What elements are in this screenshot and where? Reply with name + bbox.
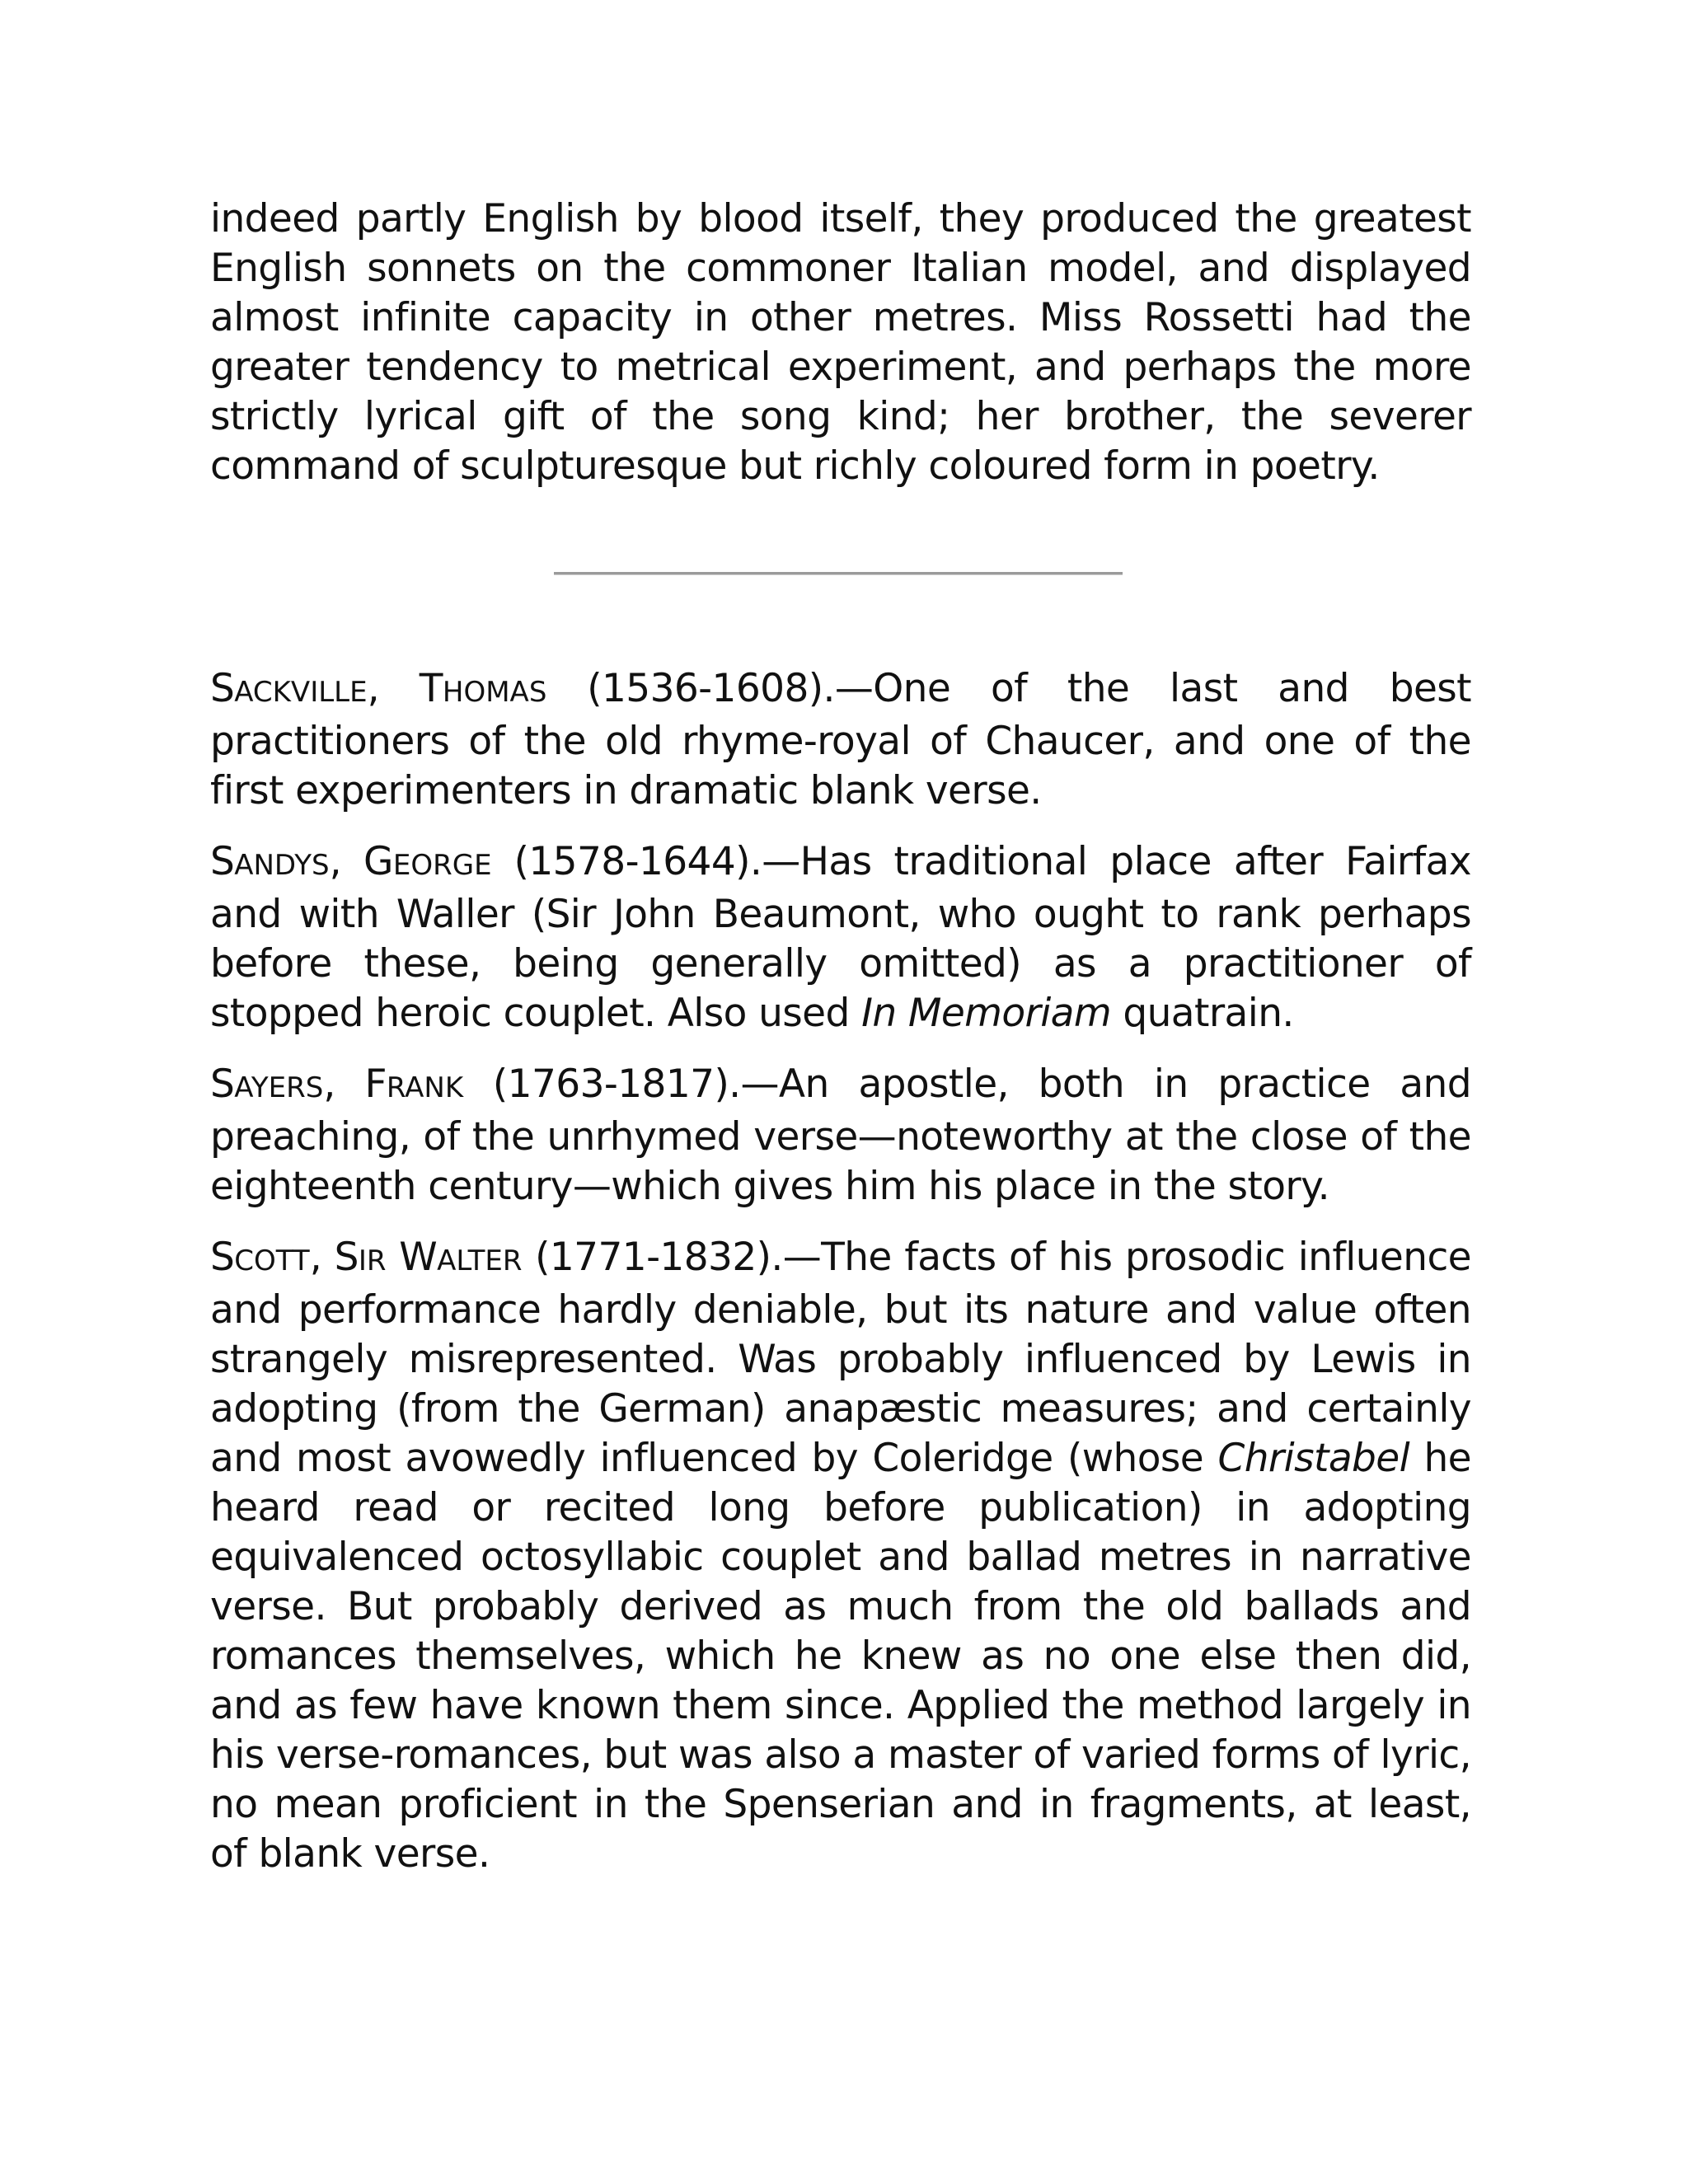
page-body: [210, 194, 1471, 491]
entry-headword: SACKVILLE, THOMAS: [210, 666, 547, 711]
entry-text: (1578-1644).—Has traditional place after Fairfax and with Waller (Sir John Beaumont, who ought to rank perhaps before these, being generally omitted) as a practitioner of stopped heroic couplet. Also used: [210, 839, 1471, 1036]
entry-sayers: [210, 1060, 1471, 1212]
entry-text: (1771-1832).—The facts of his prosodic influence and performance hardly deniable, but its nature and value often strangely misrepresented. Was probably influenced by Lewis in adopting (from the German) anapæstic measures; and certainly and most avowedly influenced by Coleridge (whose: [210, 1235, 1471, 1481]
entry-text: (1763-1817).—An apostle, both in practice and preaching, of the unrhymed verse—noteworthy at the close of the eighteenth century—which gives him his place in the story.: [210, 1062, 1471, 1209]
entry-headword: SAYERS, FRANK: [210, 1062, 464, 1107]
entry-scott: [210, 1233, 1471, 1879]
entry-text-end: he heard read or recited long before publication) in adopting equivalenced octosyllabic couplet and ballad metres in narrative verse. But probably derived as much from the old ballads and romances themselves, which he knew as no one else then did, and as few have known them since. Applied the method largely in his verse-romances, but was also a master of varied forms of lyric, no mean proficient in the Spenserian and in fragments, at least, of blank verse.: [210, 1436, 1471, 1877]
entry-text: (1536-1608).—One of the last and best practitioners of the old rhyme-royal of Chaucer, and one of the first experimenters in dramatic blank verse.: [210, 666, 1471, 813]
entry-sandys: [210, 837, 1471, 1038]
entry-list: [210, 664, 1471, 1900]
entry-headword: SANDYS, GEORGE: [210, 839, 492, 884]
entry-headword: SCOTT, SIR WALTER: [210, 1235, 523, 1280]
entry-italic-title: Christabel: [1217, 1436, 1410, 1481]
entry-italic-title: In Memoriam: [861, 991, 1112, 1036]
continued-paragraph: indeed partly English by blood itself, they produced the greatest English sonnets on the commoner Italian model, and displayed almost infinite capacity in other metres. Miss Rossetti had the greater tendency to metrical experiment, and perhaps the more strictly lyrical gift of the song kind; her brother, the severer command of sculpturesque but richly coloured form in poetry.: [210, 196, 1471, 489]
section-divider: [554, 572, 1123, 575]
entry-text-end: quatrain.: [1111, 991, 1294, 1036]
entry-sackville: [210, 664, 1471, 816]
